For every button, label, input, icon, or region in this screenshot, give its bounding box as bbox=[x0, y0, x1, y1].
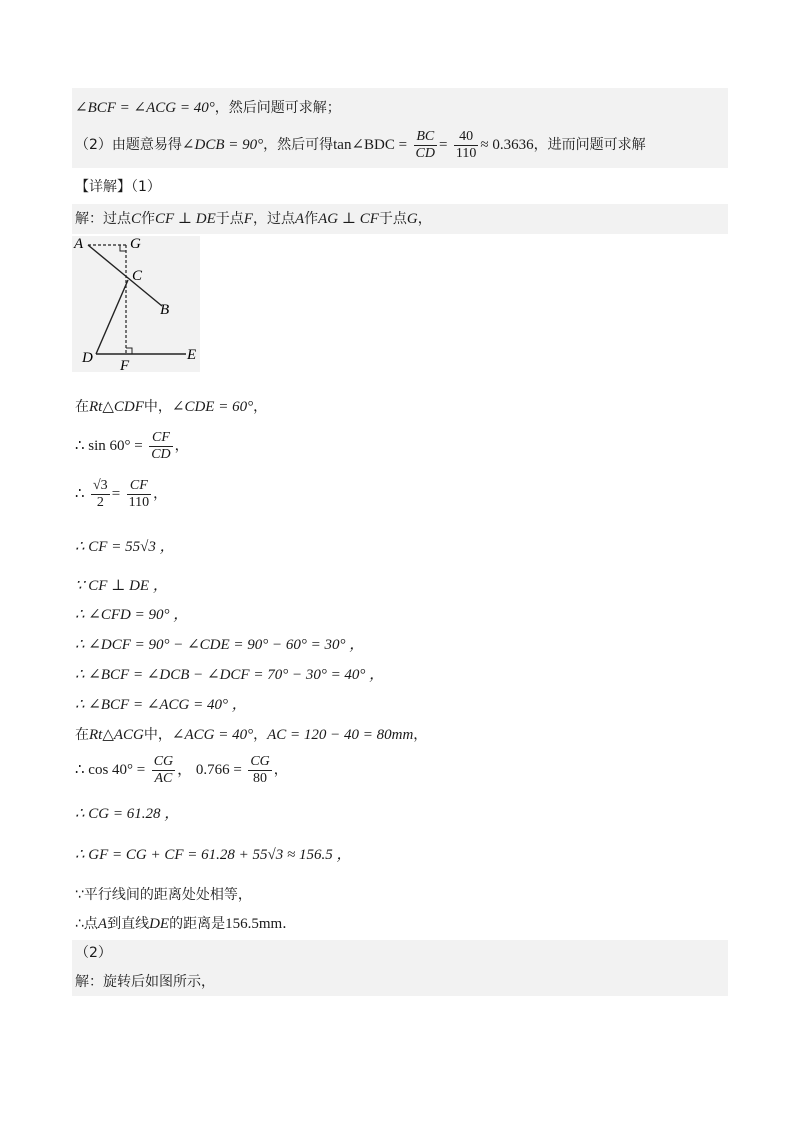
step-text: ， bbox=[253, 727, 268, 743]
step-2 bbox=[75, 428, 189, 464]
frac-num: 40 bbox=[454, 129, 478, 146]
frac-cf-110 bbox=[127, 478, 151, 511]
step-7: ∴ ∠DCF = 90° − ∠CDE = 90° − 60° = 30° ， bbox=[75, 637, 365, 653]
step-8: ∴ ∠BCF = ∠DCB − ∠DCF = 70° − 30° = 40° ， bbox=[75, 667, 385, 683]
step-text: ． bbox=[282, 916, 297, 932]
part2-intro: 解：旋转后如图所示， bbox=[75, 974, 215, 990]
point-a: A bbox=[97, 916, 108, 932]
intro-text: ， bbox=[417, 211, 432, 227]
step-5: ∵ CF ⊥ DE ， bbox=[75, 578, 168, 594]
right-angle-g bbox=[120, 245, 126, 251]
triangle-cdf: Rt△CDF bbox=[89, 399, 144, 415]
step-9: ∴ ∠BCF = ∠ACG = 40° ， bbox=[75, 697, 247, 713]
point-g: G bbox=[406, 211, 418, 227]
segment-ab bbox=[88, 245, 162, 306]
angle-cde: ∠CDE = 60° bbox=[171, 399, 254, 415]
step-text: ， bbox=[253, 399, 268, 415]
frac-den: 110 bbox=[128, 494, 150, 510]
frac-den: AC bbox=[154, 770, 173, 786]
cos-40: ∴ cos 40° = bbox=[75, 762, 146, 778]
step-13: ∴ GF = CG + CF = 61.28 + 55√3 ≈ 156.5 ， bbox=[75, 847, 352, 863]
frac-sqrt3-2 bbox=[91, 478, 110, 511]
distance-value: 156.5mm bbox=[225, 916, 283, 932]
intro-text: 作 bbox=[141, 211, 156, 227]
frac-num: BC bbox=[414, 129, 437, 146]
hint-line2-approx: ≈ 0.3636 bbox=[480, 137, 534, 153]
line-de: DE bbox=[149, 916, 170, 932]
intro-text: ，过点 bbox=[252, 211, 295, 227]
hint-line2-mid: ，然后可得 bbox=[263, 137, 334, 153]
intro-text: 解：过点 bbox=[75, 211, 131, 227]
frac-num: CG bbox=[153, 753, 174, 769]
step-6: ∴ ∠CFD = 90° ， bbox=[75, 607, 189, 623]
value-0766: ， 0.766 = bbox=[177, 762, 242, 778]
frac-num: CF bbox=[127, 478, 151, 495]
step-1 bbox=[75, 398, 267, 416]
step-text: ， bbox=[273, 762, 288, 778]
label-b: B bbox=[160, 302, 170, 318]
segment-cd bbox=[96, 280, 128, 354]
step-11 bbox=[75, 752, 288, 788]
label-c: C bbox=[132, 268, 143, 284]
frac-cg-ac bbox=[152, 754, 175, 787]
frac-cg-80 bbox=[248, 754, 271, 787]
right-angle-f bbox=[126, 348, 132, 354]
geometry-diagram bbox=[72, 236, 200, 372]
label-f: F bbox=[120, 358, 130, 372]
step-text: ， bbox=[174, 438, 189, 454]
label-d: D bbox=[82, 350, 93, 366]
step-text: 中， bbox=[143, 727, 172, 743]
step-text: 中， bbox=[143, 399, 172, 415]
detail-heading: 【详解】（1） bbox=[75, 179, 161, 195]
hint-line-1 bbox=[75, 99, 341, 117]
hint-line-2 bbox=[75, 128, 646, 162]
step-text: 在 bbox=[75, 727, 89, 743]
step-text: ， bbox=[413, 727, 428, 743]
frac-cf-cd bbox=[149, 430, 172, 463]
label-g: G bbox=[130, 236, 141, 252]
step-15 bbox=[75, 915, 296, 933]
intro-text: 于点 bbox=[378, 211, 407, 227]
step-text: ∴点 bbox=[75, 916, 98, 932]
step-4: ∴ CF = 55√3 ， bbox=[75, 539, 175, 555]
part2-heading: （2） bbox=[75, 945, 112, 961]
step-10 bbox=[75, 726, 427, 744]
point-c: C bbox=[131, 211, 142, 227]
label-a: A bbox=[74, 236, 84, 252]
hint-line2-angle: ∠DCB = 90° bbox=[181, 137, 264, 153]
hint-line2-suffix: ，进而问题可求解 bbox=[533, 137, 646, 153]
detail-intro bbox=[75, 210, 432, 228]
intro-text: 作 bbox=[304, 211, 319, 227]
step-text: 到直线 bbox=[107, 916, 150, 932]
hint-angle-eq: ∠BCF = ∠ACG = 40° bbox=[75, 100, 215, 116]
frac-den: 80 bbox=[253, 770, 268, 786]
step-3 bbox=[75, 476, 167, 512]
step-text: ， bbox=[153, 486, 168, 502]
hint-frac-bc-cd bbox=[414, 129, 437, 162]
therefore: ∴ bbox=[75, 486, 85, 502]
frac-num: CG bbox=[250, 753, 270, 769]
angle-acg: ∠ACG = 40° bbox=[171, 727, 254, 743]
frac-num: √3 bbox=[93, 477, 108, 493]
step-14: ∵平行线间的距离处处相等， bbox=[75, 887, 252, 903]
frac-num: CF bbox=[149, 430, 172, 447]
step-text: 在 bbox=[75, 399, 89, 415]
intro-text: 于点 bbox=[215, 211, 244, 227]
triangle-acg: Rt△ACG bbox=[89, 727, 144, 743]
step-text: 的距离是 bbox=[169, 916, 226, 932]
hint-line2-eq: = bbox=[438, 137, 448, 153]
hint-frac-40-110 bbox=[454, 129, 478, 162]
geometry-svg bbox=[72, 236, 200, 372]
hint-line1-suffix: ，然后问题可求解； bbox=[214, 100, 341, 116]
hint-line2-prefix: （2）由题意易得 bbox=[75, 137, 182, 153]
hint-line2-tan: tan∠BDC = bbox=[333, 137, 408, 153]
perp-ag-cf: AG ⊥ CF bbox=[318, 211, 379, 227]
sin-60: ∴ sin 60° = bbox=[75, 438, 143, 454]
length-ac: AC = 120 − 40 = 80mm bbox=[267, 727, 414, 743]
frac-den: CD bbox=[415, 145, 435, 161]
frac-den: 110 bbox=[455, 145, 477, 161]
frac-den: 2 bbox=[96, 494, 104, 510]
step-12: ∴ CG = 61.28 ， bbox=[75, 806, 180, 822]
point-f: F bbox=[243, 211, 253, 227]
point-a: A bbox=[294, 211, 305, 227]
equals: = bbox=[111, 486, 121, 502]
label-e: E bbox=[187, 347, 197, 363]
frac-den: CD bbox=[151, 446, 171, 462]
perp-cf-de: CF ⊥ DE bbox=[155, 211, 216, 227]
